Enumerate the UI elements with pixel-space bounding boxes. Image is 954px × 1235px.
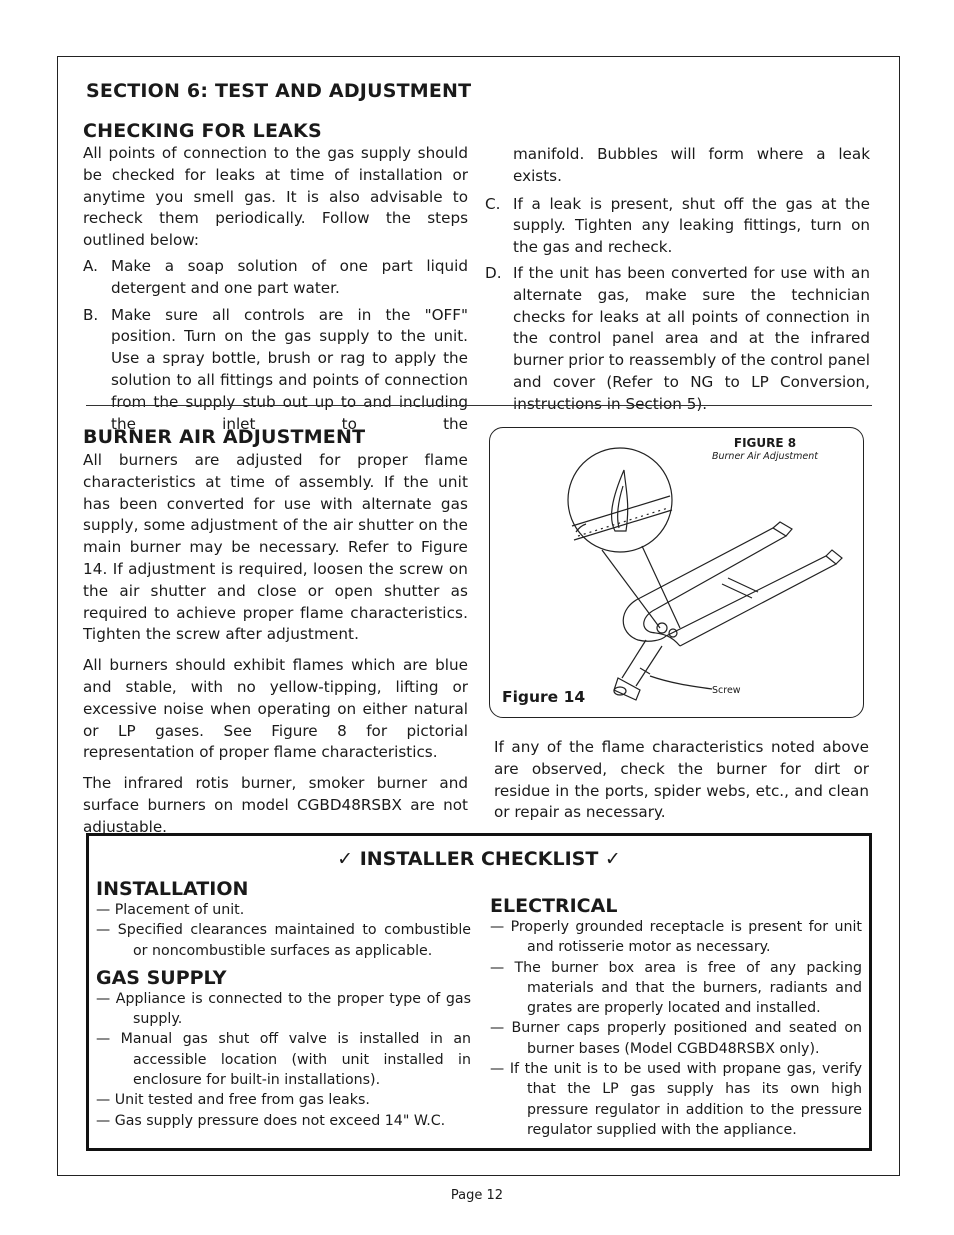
checklist-item: — Burner caps properly positioned and seated on burner bases (Model CGBD48RSBX only). bbox=[490, 1020, 862, 1057]
checklist-item: — Gas supply pressure does not exceed 14" W.C. bbox=[96, 1112, 446, 1129]
step-text: If a leak is present, shut off the gas at the supply. Tighten any leaking fittings, turn on the gas and recheck. bbox=[513, 194, 870, 257]
leaks-right-column bbox=[485, 144, 870, 416]
leaks-heading: CHECKING FOR LEAKS bbox=[83, 120, 322, 142]
checklist-item: — The burner box area is free of any packing materials and that the burners, radiants and grates are properly located and installed. bbox=[490, 959, 862, 1017]
step-text: manifold. Bubbles will form where a leak exists. bbox=[513, 145, 870, 185]
burner-right-column bbox=[494, 737, 869, 824]
burner-paragraph-4: If any of the flame characteristics noted above are observed, check the burner for dirt or residue in the ports, spider webs, etc., and clean or repair as necessary. bbox=[494, 738, 869, 822]
figure-title: FIGURE 8 bbox=[733, 436, 797, 450]
leaks-left-column bbox=[83, 120, 468, 435]
leak-step-b bbox=[83, 305, 468, 436]
step-text: If the unit has been converted for use with an alternate gas, make sure the technician checks for leaks at all points of connection in the control panel area and at the infrared burner prior to reassembly of the control panel and cover (Refer to NG to LP Conversion, instructions in Section 5). bbox=[513, 263, 870, 413]
checklist-item: — Specified clearances maintained to combustible or noncombustible surfaces as applicable. bbox=[96, 922, 471, 959]
section-divider bbox=[86, 405, 872, 406]
step-text: Make a soap solution of one part liquid detergent and one part water. bbox=[111, 256, 468, 297]
burner-paragraph-1: All burners are adjusted for proper flame characteristics at time of assembly. If the unit has been converted for use with alternate gas supply, some adjustment of the air shutter on the main burner may be necessary. Refer to Figure 14. If adjustment is required, loosen the screw on the air shutter and close or open shutter as required to achieve proper flame characteristics. Tighten the screw after adjustment. bbox=[83, 451, 468, 644]
step-text: Make sure all controls are in the "OFF" position. Turn on the gas supply to the unit. Use a spray bottle, brush or rag to apply the solution to all fittings and points of connection from the supply stub out up to and including the inlet to the bbox=[111, 305, 468, 433]
burner-diagram bbox=[490, 428, 864, 718]
checklist-item: — If the unit is to be used with propane gas, verify that the LP gas supply has its own high pressure regulator in addition to the pressure regulator supplied with the appliance. bbox=[490, 1061, 862, 1138]
installation-heading: INSTALLATION bbox=[96, 878, 249, 900]
checklist-left-column bbox=[96, 878, 471, 1131]
burner-left-column bbox=[83, 426, 468, 839]
figure-subtitle: Burner Air Adjustment bbox=[711, 451, 818, 462]
checklist-item: — Manual gas shut off valve is installed in an accessible location (with unit installed in enclosure for built-in installations). bbox=[96, 1031, 471, 1089]
step-label bbox=[485, 144, 513, 188]
leak-step-d bbox=[485, 263, 870, 416]
gas-supply-heading: GAS SUPPLY bbox=[96, 966, 227, 989]
page-number: Page 12 bbox=[450, 1188, 504, 1203]
electrical-heading: ELECTRICAL bbox=[490, 895, 618, 917]
leaks-intro: All points of connection to the gas supply should be checked for leaks at time of installation or anytime you smell gas. It is also advisable to recheck them periodically. Follow the steps outlined below: bbox=[83, 144, 468, 250]
checklist-item: — Placement of unit. bbox=[96, 902, 245, 918]
installer-checklist bbox=[86, 833, 872, 1151]
burner-paragraph-2: All burners should exhibit flames which are blue and stable, with no yellow-tipping, lifting or excessive noise when operating on either natural or LP gases. See Figure 8 for pictorial representation of proper flame characteristics. bbox=[83, 656, 468, 762]
burner-paragraph-3: The infrared rotis burner, smoker burner and surface burners on model CGBD48RSBX are not adjustable. bbox=[83, 774, 468, 836]
section-title: SECTION 6: TEST AND ADJUSTMENT bbox=[86, 80, 472, 102]
step-label: A. bbox=[83, 256, 98, 275]
checklist-title: ✓ INSTALLER CHECKLIST ✓ bbox=[337, 848, 621, 870]
figure-burner-adjustment bbox=[489, 427, 864, 718]
figure-label: Figure 14 bbox=[502, 688, 586, 706]
checklist-item: — Appliance is connected to the proper type of gas supply. bbox=[96, 990, 471, 1028]
screw-label: Screw bbox=[712, 685, 741, 696]
checklist-item: — Properly grounded receptacle is present for unit and rotisserie motor as necessary. bbox=[490, 919, 862, 956]
checklist-right-column bbox=[490, 895, 862, 1140]
leak-step-b-continued bbox=[485, 144, 870, 188]
checklist-item: — Unit tested and free from gas leaks. bbox=[96, 1092, 370, 1109]
leak-step-a bbox=[83, 256, 468, 300]
leak-step-c bbox=[485, 194, 870, 259]
step-label: D. bbox=[485, 263, 502, 282]
step-label: B. bbox=[83, 305, 99, 324]
burner-heading: BURNER AIR ADJUSTMENT bbox=[83, 426, 366, 448]
step-label: C. bbox=[485, 194, 501, 213]
